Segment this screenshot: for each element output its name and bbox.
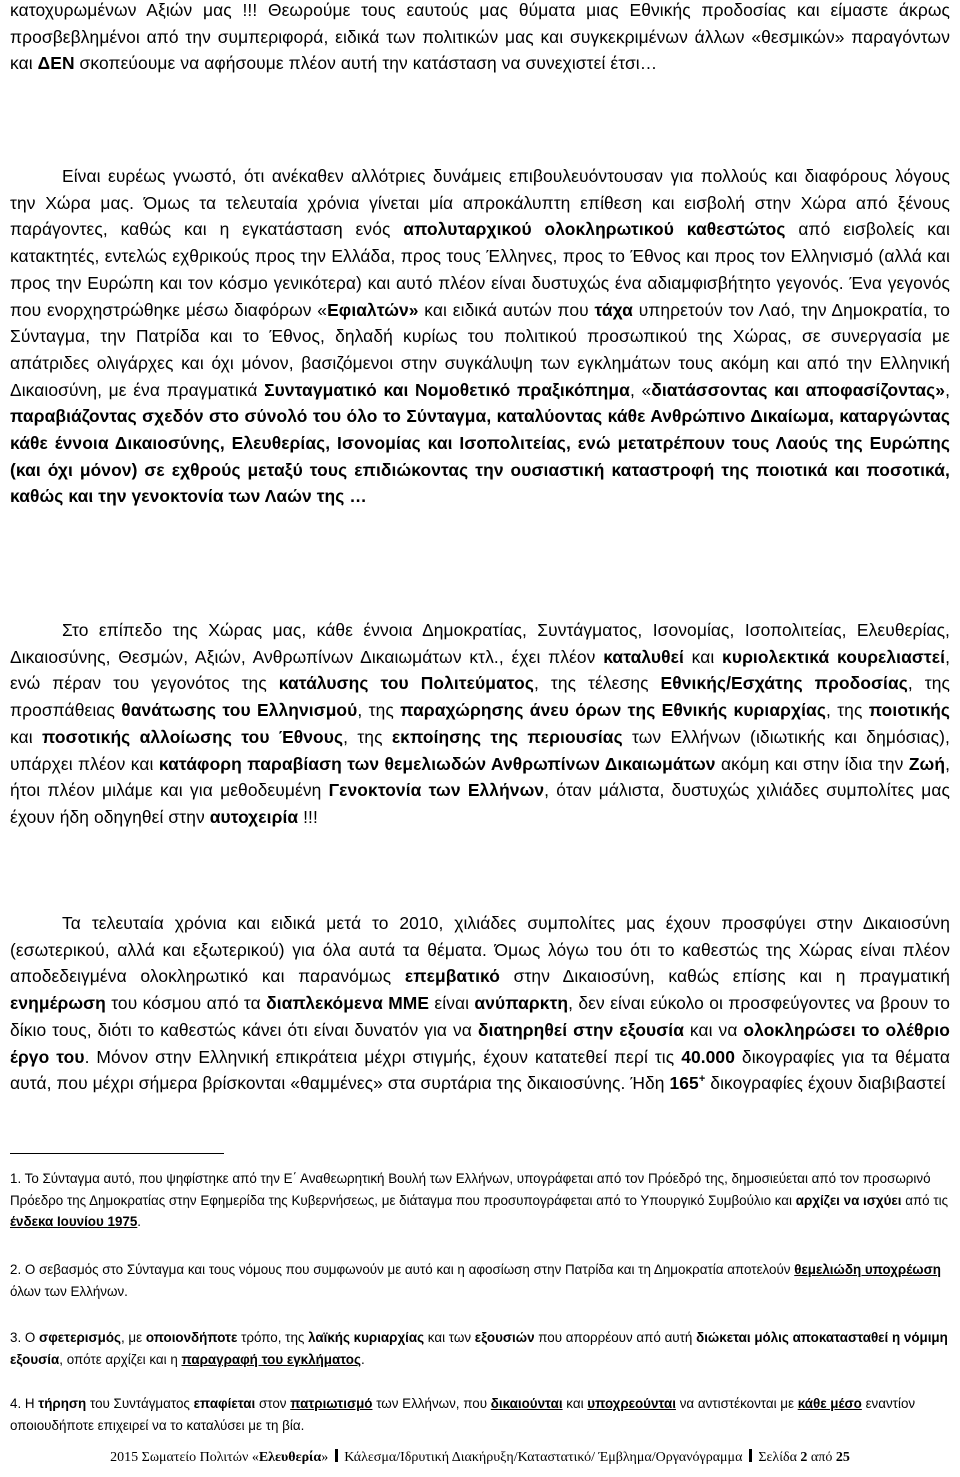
- text-run: του Συντάγματος: [86, 1396, 194, 1411]
- bold-text: ανύπαρκτη: [474, 993, 569, 1014]
- bold-text: Συνταγματικό και Νομοθετικό πραξικόπημα: [264, 379, 630, 400]
- text-run: και των: [424, 1330, 475, 1345]
- bold-underlined-text: υποχρεούνται: [587, 1396, 676, 1411]
- text-run: , της: [825, 700, 869, 721]
- page-footer: [0, 1449, 960, 1466]
- bold-text: ποσοτικής αλλοίωσης του Έθνους: [41, 726, 344, 747]
- text-run: , ενώ πέραν του γεγονότος της: [10, 646, 950, 694]
- text-run: .: [360, 1351, 365, 1367]
- footer-page-label: Σελίδα: [758, 1450, 797, 1465]
- text-run: και: [10, 726, 42, 747]
- footer-brand: Ελευθερία: [258, 1450, 322, 1465]
- bold-text: κυριολεκτικά κουρελιαστεί: [722, 646, 946, 667]
- text-run: εναντίον οποιουδήποτε επιχειρεί να το καταλύσει με τη βία.: [10, 1396, 916, 1433]
- text-run: , ήτοι πλέον μιλάμε και για μεθοδευμένη: [10, 753, 950, 801]
- bold-text: ολοκληρώσει το ολέθριο έργο του: [10, 1019, 951, 1067]
- bold-text: οποιονδήποτε: [145, 1330, 238, 1345]
- text-run: , της τέλεσης: [534, 673, 661, 694]
- text-run: και: [562, 1396, 588, 1411]
- bold-text: καταλυθεί: [603, 646, 684, 667]
- footer-section-title: Κάλεσμα/Ιδρυτική Διακήρυξη/Καταστατικό/ Έμβλημα/Οργανόγραμμα: [344, 1450, 746, 1465]
- bold-text: ποιοτικής: [868, 700, 951, 721]
- text-run: από εισβολείς και κατακτητές, εντελώς εχθρικούς προς την Ελλάδα, προς τους Έλληνες, προς το Έθνος και προς τον Ελληνισμό (αλλά και προς την Ευρώπη και τον κόσμο γενικότερα) και αυτό πλέον είναι δυστυχώς ένα αδιαμφισβήτητο γεγονός. Ένα γεγονός που ενορχηστρώθηκε μέσω διαφόρων «: [10, 219, 950, 320]
- bold-text: διώκεται μόλις αποκατασταθεί η νόμιμη εξουσία: [10, 1330, 948, 1367]
- text-run: που απορρέουν από αυτή: [534, 1330, 697, 1345]
- text-run: , με: [120, 1330, 146, 1345]
- footer-separator: [749, 1449, 752, 1462]
- bold-text: Ζωή: [908, 753, 946, 774]
- text-run: υπηρετούν τον Λαό, την Δημοκρατία, το Σύνταγμα, την Πατρίδα και το Έθνος, δηλαδή κυρίως του πολιτικού προσωπικού της Χώρας, σε συνεργασία με απάτριδες ολιγάρχες και όχι μόνον, βασιζόμενοι στην συγκάλυψη των εγκλημάτων τους ακόμη και από την Ελληνική Δικαιοσύνη, με ένα πραγματικά: [10, 299, 950, 400]
- text-run: και να: [684, 1019, 744, 1040]
- bold-text: εκποίησης της περιουσίας: [391, 726, 623, 747]
- footnote-3: [10, 1327, 950, 1370]
- text-run: Στο επίπεδο της Χώρας μας, κάθε έννοια Δημοκρατίας, Συντάγματος, Ισονομίας, Ισοπολιτείας, Ελευθερίας, Δικαιοσύνης, Θεσμών, Αξιών, Ανθρωπίνων Δικαιωμάτων κτλ., έχει πλέον: [10, 620, 950, 667]
- text-run: στον: [255, 1396, 291, 1411]
- text-run: , δεν είναι εύκολο οι προσφεύγοντες να βρουν το δίκιο τους, διότι το καθεστώς κάνει ότι είναι δυνατόν για να: [10, 993, 951, 1040]
- bold-text: τήρηση: [38, 1396, 87, 1411]
- bold-text: σφετερισμός: [39, 1330, 121, 1345]
- paragraph-4: [10, 910, 950, 1097]
- bold-text: λαϊκής κυριαρχίας: [308, 1330, 425, 1345]
- bold-underlined-text: πατριωτισμό: [290, 1396, 373, 1411]
- footnote-4: [10, 1393, 950, 1436]
- bold-text: παραχώρησης άνευ όρων της Εθνικής κυριαρχίας: [400, 700, 826, 721]
- bold-underlined-text: θεμελιώδη υποχρέωση: [794, 1262, 941, 1277]
- text-run: 1. Το Σύνταγμα αυτό, που ψηφίστηκε από την Ε΄ Αναθεωρητική Βουλή των Ελλήνων, υπογράφεται από τον Πρόεδρό της, δημοσιεύεται από τον προσωρινό Πρόεδρο της Δημοκρατίας στην Εφημερίδα της Κυβερνήσεως, με διάταγμα που προσυπογράφεται από το Υπουργικό Συμβούλιο και: [10, 1171, 931, 1208]
- footer-separator: [335, 1449, 338, 1462]
- bold-text: Εθνικής/Εσχάτης προδοσίας: [660, 673, 908, 694]
- bold-text: ΔΕΝ: [37, 53, 75, 74]
- text-run: 2. Ο σεβασμός στο Σύνταγμα και τους νόμους που συμφωνούν με αυτό και η αφοσίωση στην Πατρίδα και τη Δημοκρατία αποτελούν: [10, 1262, 795, 1277]
- text-run: των Ελλήνων, που: [372, 1396, 491, 1411]
- text-run: . Μόνον στην Ελληνική επικράτεια μέχρι στιγμής, έχουν κατατεθεί περί τις: [84, 1046, 682, 1067]
- paragraph-1: [10, 0, 950, 77]
- text-run: , όταν μάλιστα, δυστυχώς χιλιάδες συμπολίτες μας έχουν ήδη οδηγηθεί στην: [10, 780, 950, 827]
- bold-text: επαφίεται: [193, 1396, 256, 1411]
- text-run: , οπότε αρχίζει και η: [59, 1351, 182, 1367]
- text-run: δικογραφίες έχουν διαβιβαστεί: [705, 1073, 946, 1094]
- text-run: του κόσμου από τα: [105, 993, 267, 1014]
- bold-text: 165: [669, 1073, 699, 1094]
- paragraph-2: [10, 163, 950, 510]
- bold-text: θανάτωσης του Ελληνισμού: [121, 700, 358, 721]
- text-run: ακόμη και στην ίδια την: [715, 753, 909, 774]
- text-run: και ειδικά αυτών που: [418, 299, 595, 320]
- text-run: δικογραφίες για τα θέματα αυτά, που μέχρι σήμερα βρίσκονται «θαμμένες» στα συρτάρια της δικαιοσύνης. Ήδη: [10, 1046, 950, 1094]
- bold-underlined-text: παραγραφή του εγκλήματος: [181, 1351, 361, 1367]
- text-run: , «: [629, 379, 652, 400]
- text-run: , της: [357, 700, 401, 721]
- footnote-2: [10, 1259, 950, 1302]
- bold-text: ενημέρωση: [10, 993, 106, 1014]
- bold-text: Γενοκτονία των Ελλήνων: [328, 780, 545, 801]
- text-run: και: [683, 646, 723, 667]
- text-run: από τις: [901, 1192, 949, 1208]
- bold-text: διατηρηθεί στην εξουσία: [477, 1019, 685, 1040]
- text-run: τρόπο, της: [237, 1330, 309, 1345]
- text-run: στην Δικαιοσύνη, καθώς επίσης και η πραγματική: [499, 966, 950, 987]
- text-run: .: [137, 1214, 142, 1229]
- bold-text: αρχίζει να ισχύει: [795, 1192, 902, 1208]
- text-run: 4. Η: [10, 1396, 39, 1411]
- footer-page-total: 25: [835, 1450, 850, 1465]
- text-run: σκοπεύουμε να αφήσουμε πλέον αυτή την κατάσταση να συνεχιστεί έτσι…: [74, 53, 658, 74]
- text-run: ,: [945, 379, 950, 400]
- text-run: όλων των Ελλήνων.: [10, 1283, 128, 1299]
- bold-text: παραβιάζοντας σχεδόν στο σύνολό του όλο το Σύνταγμα, καταλύοντας κάθε Ανθρώπινο Δικαίωμα, καταργώντας κάθε έννοια Δικαιοσύνης, Ελευθερίας, Ισονομίας και Ισοπολιτείας, ενώ μετατρέπουν τους Λαούς της Ευρώπης (και όχι μόνον) σε εχθρούς μεταξύ τους επιδιώκοντας την ουσιαστική καταστροφή της ποιοτικά και ποσοτικά, καθώς και την γενοκτονία των Λαών της …: [10, 406, 950, 507]
- bold-underlined-text: ένδεκα Ιουνίου 1975: [10, 1214, 138, 1229]
- text-run: είναι: [429, 993, 475, 1014]
- bold-text: κατάφορη παραβίαση των θεμελιωδών Ανθρωπίνων Δικαιωμάτων: [158, 753, 716, 774]
- paragraph-3: [10, 617, 950, 831]
- text-run: να αντιστέκονται με: [675, 1396, 798, 1411]
- bold-text: διατάσσοντας και αποφασίζοντας»: [651, 379, 946, 400]
- footer-page-of: από: [810, 1450, 833, 1465]
- text-run: των Ελλήνων (ιδιωτικής και δημόσιας), υπάρχει πλέον και: [10, 726, 950, 774]
- bold-text: 40.000: [681, 1046, 735, 1067]
- bold-text: διαπλεκόμενα ΜΜΕ: [266, 993, 430, 1014]
- bold-underlined-text: κάθε μέσο: [797, 1396, 862, 1411]
- bold-text: Εφιαλτών»: [327, 299, 419, 320]
- footnote-separator: [10, 1153, 224, 1154]
- superscript-plus: +: [698, 1073, 706, 1086]
- text-run: 3. Ο: [10, 1330, 40, 1345]
- bold-text: επεμβατικό: [404, 966, 500, 987]
- text-run: Τα τελευταία χρόνια και ειδικά μετά το 2010, χιλιάδες συμπολίτες μας έχουν προσφύγει στην Δικαιοσύνη (εσωτερικού, αλλά και εξωτερικού) για όλα αυτά τα θέματα. Όμως λόγω του ότι το καθεστώς της Χώρας είναι πλέον αποδεδειγμένα ολοκληρωτικό και παρανόμως: [10, 913, 950, 987]
- text-run: κατοχυρωμένων Αξιών μας !!! Θεωρούμε τους εαυτούς μας θύματα μιας Εθνικής προδοσίας και είμαστε άκρως προσβεβλημένοι από την συμπεριφορά, ειδικά των πολιτικών μας και συγκεκριμένων άλλων «θεσμικών» παραγόντων και: [10, 0, 950, 74]
- bold-text: κατάλυσης του Πολιτεύματος: [278, 673, 535, 694]
- bold-text: αυτοχειρία: [209, 806, 299, 827]
- footer-text: 2015 Σωματείο Πολιτών «: [110, 1450, 259, 1465]
- bold-text: απολυταρχικού ολοκληρωτικού καθεστώτος: [403, 219, 786, 240]
- bold-underlined-text: δικαιούνται: [490, 1396, 563, 1411]
- text-run: , της προσπάθειας: [10, 673, 950, 721]
- footer-page-number: 2: [800, 1450, 808, 1465]
- bold-text: τάχα: [594, 299, 633, 320]
- footnote-1: [10, 1168, 950, 1233]
- footer-text: »: [321, 1450, 332, 1465]
- text-run: !!!: [298, 806, 318, 827]
- bold-text: εξουσιών: [474, 1330, 535, 1345]
- text-run: , της: [343, 726, 392, 747]
- text-run: Είναι ευρέως γνωστό, ότι ανέκαθεν αλλότριες δυνάμεις επιβουλευόντουσαν για πολλούς και διαφόρους λόγους την Χώρα μας. Όμως τα τελευταία χρόνια γίνεται μία απροκάλυπτη επίθεση και εισβολή στην Χώρα από ξένους παράγοντες, καθώς και η εγκατάσταση ενός: [10, 166, 950, 240]
